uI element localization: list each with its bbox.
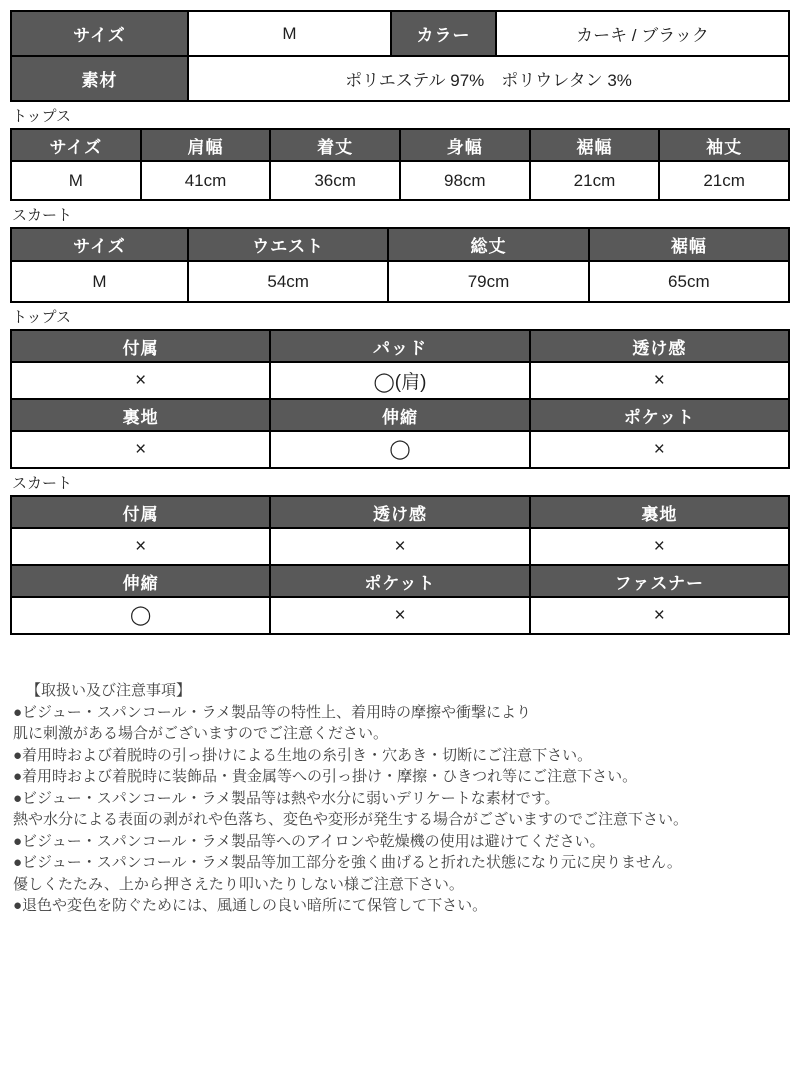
size-value-cell: M	[188, 11, 391, 56]
tops-size-value-cell: M	[11, 161, 141, 200]
tops-sleeve-value-cell: 21cm	[659, 161, 789, 200]
color-header-cell: カラー	[391, 11, 496, 56]
tops-features-header-row-1	[11, 330, 789, 362]
care-note-line: ●着用時および着脱時の引っ掛けによる生地の糸引き・穴あき・切断にご注意下さい。	[13, 746, 593, 764]
care-note-line: ●退色や変色を防ぐためには、風通しの良い暗所にて保管して下さい。	[13, 897, 488, 914]
tops-width-header-cell: 身幅	[400, 129, 530, 161]
skirt-zipper-header-cell: ファスナー	[530, 565, 789, 597]
tops-stretch-header-cell: 伸縮	[270, 399, 529, 431]
tops-accessory-header-cell: 付属	[11, 330, 270, 362]
tops-shoulder-header-cell: 肩幅	[141, 129, 271, 161]
tops-features-value-row-1	[11, 362, 789, 399]
tops-sheer-header-cell: 透け感	[530, 330, 789, 362]
skirt-waist-value-cell: 54cm	[188, 261, 388, 302]
skirt-length-header-cell: 総丈	[388, 228, 588, 261]
care-note-line: ●着用時および着脱時に装飾品・貴金属等への引っ掛け・摩擦・ひきつれ等にご注意下さい。	[13, 768, 638, 785]
tops-features-header-row-2	[11, 399, 789, 431]
tops-features-value-row-2	[11, 431, 789, 468]
tops-features-table	[10, 329, 790, 469]
skirt-sheer-value-cell: ×	[270, 528, 529, 565]
skirt-stretch-value-cell: ◯	[11, 597, 270, 634]
skirt-length-value-cell: 79cm	[388, 261, 588, 302]
care-note-line: ●ビジュー・スパンコール・ラメ製品等の特性上、着用時の摩擦や衝撃により	[13, 703, 532, 721]
product-info-table	[10, 10, 790, 102]
tops-lining-value-cell: ×	[11, 431, 270, 468]
material-value-cell: ポリエステル 97% ポリウレタン 3%	[188, 56, 789, 101]
skirt-hem-value-cell: 65cm	[589, 261, 789, 302]
tops-hem-value-cell: 21cm	[530, 161, 660, 200]
skirt-sheer-header-cell: 透け感	[270, 496, 529, 528]
tops-sleeve-header-cell: 袖丈	[659, 129, 789, 161]
material-header-cell: 素材	[11, 56, 188, 101]
tops-lining-header-cell: 裏地	[11, 399, 270, 431]
care-note-line: ●ビジュー・スパンコール・ラメ製品等加工部分を強く曲げると折れた状態になり元に戻りません。	[13, 854, 682, 871]
tops-length-value-cell: 36cm	[270, 161, 400, 200]
skirt-waist-header-cell: ウエスト	[188, 228, 388, 261]
care-notes-block	[13, 680, 800, 917]
tops-pocket-value-cell: ×	[530, 431, 789, 468]
tops-hem-header-cell: 裾幅	[530, 129, 660, 161]
care-note-line: 優しくたたみ、上から押さえたり叩いたりしない様ご注意下さい。	[13, 875, 464, 893]
skirt-features-header-row-1	[11, 496, 789, 528]
product-info-row-1	[11, 11, 789, 56]
tops-pad-value-cell: ◯(肩)	[270, 362, 529, 399]
section-label-skirt-size: スカート	[12, 207, 73, 224]
tops-accessory-value-cell: ×	[11, 362, 270, 399]
skirt-features-value-row-2	[11, 597, 789, 634]
skirt-features-value-row-1	[11, 528, 789, 565]
care-note-line: 肌に刺激がある場合がございますのでご注意ください。	[13, 725, 389, 742]
care-note-line: ●ビジュー・スパンコール・ラメ製品等は熱や水分に弱いデリケートな素材です。	[13, 789, 560, 807]
skirt-accessory-header-cell: 付属	[11, 496, 270, 528]
skirt-size-header-row	[11, 228, 789, 261]
tops-width-value-cell: 98cm	[400, 161, 530, 200]
skirt-stretch-header-cell: 伸縮	[11, 565, 270, 597]
tops-sheer-value-cell: ×	[530, 362, 789, 399]
color-value-cell: カーキ / ブラック	[496, 11, 789, 56]
skirt-size-value-row	[11, 261, 789, 302]
section-label-tops-features: トップス	[12, 309, 71, 326]
care-note-line: ●ビジュー・スパンコール・ラメ製品等へのアイロンや乾燥機の使用は避けてください。	[13, 832, 605, 850]
skirt-hem-header-cell: 裾幅	[589, 228, 789, 261]
tops-size-table	[10, 128, 790, 201]
tops-pocket-header-cell: ポケット	[530, 399, 789, 431]
tops-shoulder-value-cell: 41cm	[141, 161, 271, 200]
section-label-skirt-features: スカート	[12, 475, 73, 492]
skirt-pocket-value-cell: ×	[270, 597, 529, 634]
skirt-size-header-cell: サイズ	[11, 228, 188, 261]
product-info-row-2	[11, 56, 789, 101]
section-label-tops-size: トップス	[12, 108, 71, 125]
skirt-accessory-value-cell: ×	[11, 528, 270, 565]
tops-stretch-value-cell: ◯	[270, 431, 529, 468]
skirt-size-value-cell: M	[11, 261, 188, 302]
tops-size-value-row	[11, 161, 789, 200]
skirt-lining-value-cell: ×	[530, 528, 789, 565]
skirt-features-header-row-2	[11, 565, 789, 597]
tops-size-header-cell: サイズ	[11, 129, 141, 161]
skirt-pocket-header-cell: ポケット	[270, 565, 529, 597]
care-notes-title: 【取扱い及び注意事項】	[26, 682, 192, 699]
skirt-zipper-value-cell: ×	[530, 597, 789, 634]
skirt-lining-header-cell: 裏地	[530, 496, 789, 528]
care-note-line: 熱や水分による表面の剥がれや色落ち、変色や変形が発生する場合がございますのでご注意下さい。	[13, 811, 689, 828]
tops-size-header-row	[11, 129, 789, 161]
size-header-cell: サイズ	[11, 11, 188, 56]
skirt-size-table	[10, 227, 790, 303]
tops-length-header-cell: 着丈	[270, 129, 400, 161]
tops-pad-header-cell: パッド	[270, 330, 529, 362]
skirt-features-table	[10, 495, 790, 635]
